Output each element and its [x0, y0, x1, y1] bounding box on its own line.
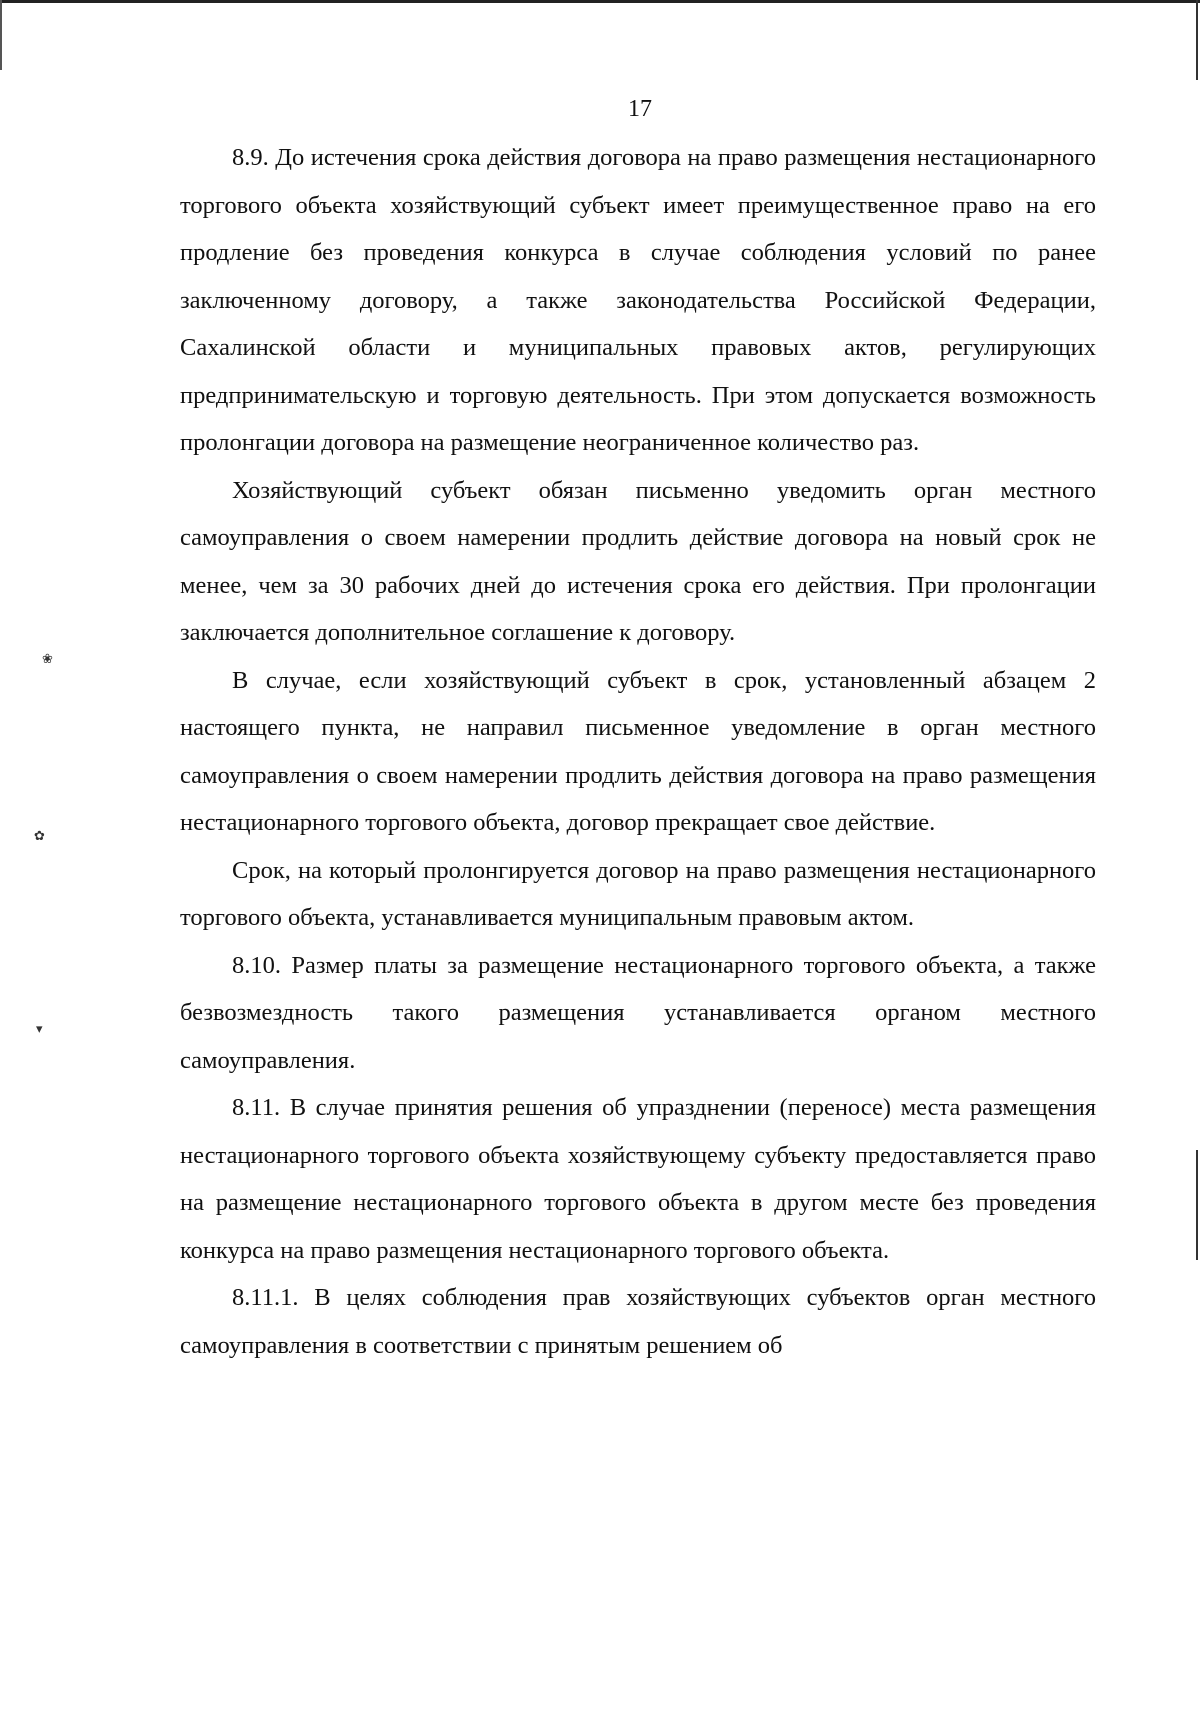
- scan-speck-icon: ❀: [42, 652, 53, 667]
- scan-speck-icon: ✿: [34, 829, 45, 844]
- top-edge-line: [0, 0, 1200, 3]
- paragraph-8-11-1: 8.11.1. В целях соблюдения прав хозяйствующих субъектов орган местного самоуправления в соответствии с принятым решением об: [180, 1284, 1096, 1359]
- left-edge-line: [0, 0, 2, 70]
- paragraph-8-11: 8.11. В случае принятия решения об упразднении (переносе) места размещения нестационарного торгового объекта хозяйствующему субъекту предоставляется право на размещение нестационарного торгового объекта в другом месте без проведения конкурса на право размещения нестационарного торгового объекта.: [180, 1094, 1096, 1264]
- paragraph-8-10: 8.10. Размер платы за размещение нестационарного торгового объекта, а также безвозмездность такого размещения устанавливается органом местного самоуправления.: [180, 951, 1096, 1074]
- paragraph-extension-term: Срок, на который пролонгируется договор на право размещения нестационарного торгового объекта, устанавливается муниципальным правовым актом.: [180, 856, 1096, 931]
- right-edge-line: [1196, 0, 1198, 1712]
- page-number: 17: [628, 96, 652, 122]
- paragraph-8-9: 8.9. До истечения срока действия договора на право размещения нестационарного торгового объекта хозяйствующий субъект имеет преимущественное право на его продление без проведения конкурса в случае соблюдения условий по ранее заключенному договору, а также законодательства Российской Федерации, Сахалинской области и муниципальных правовых актов, регулирующих предпринимательскую и торговую деятельность. При этом допускается возможность пролонгации договора на размещение неограниченное количество раз.: [180, 144, 1096, 456]
- paragraph-termination: В случае, если хозяйствующий субъект в срок, установленный абзацем 2 настоящего пункта, не направил письменное уведомление в орган местного самоуправления о своем намерении продлить действия договора на право размещения нестационарного торгового объекта, договор прекращает свое действие.: [180, 666, 1096, 836]
- document-body: [180, 134, 1096, 1369]
- paragraph-notification: Хозяйствующий субъект обязан письменно уведомить орган местного самоуправления о своем намерении продлить действие договора на новый срок не менее, чем за 30 рабочих дней до истечения срока его действия. При пролонгации заключается дополнительное соглашение к договору.: [180, 476, 1096, 646]
- scan-speck-icon: ▾: [36, 1022, 43, 1037]
